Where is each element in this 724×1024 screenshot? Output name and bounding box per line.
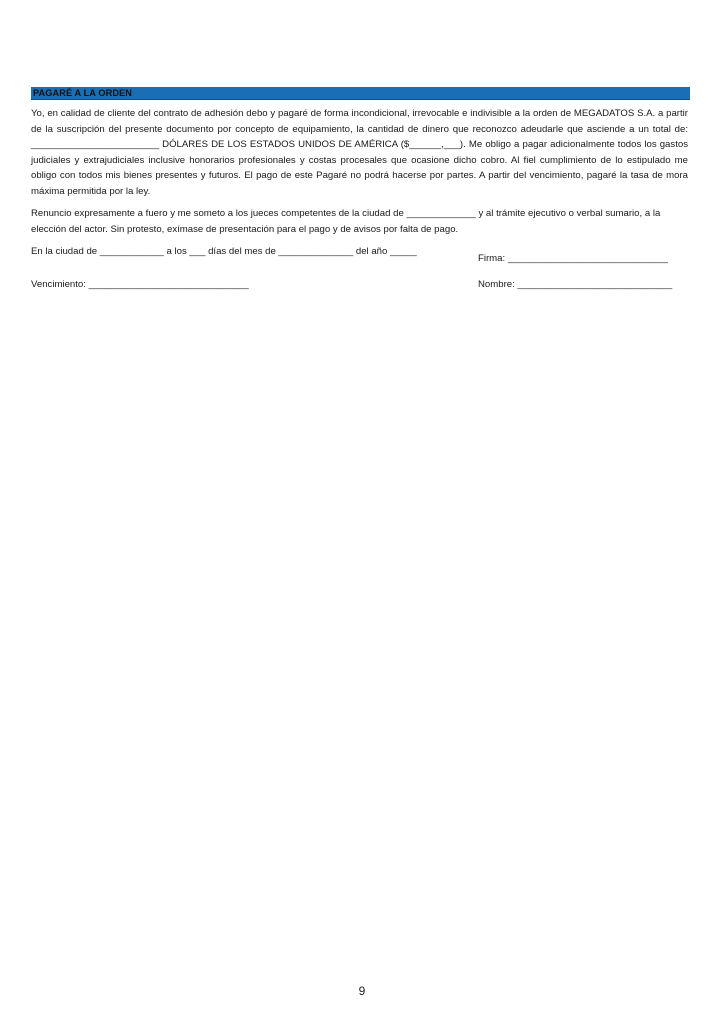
section-title: PAGARÉ A LA ORDEN bbox=[33, 88, 133, 98]
jurisdiction-paragraph: Renuncio expresamente a fuero y me someto a los jueces competentes de la ciudad de _____________ y al trámite ejecutivo o verbal sumario, a la elección del actor. Sin protesto, exímase de presentación para el pago y de avisos por falta de pago. bbox=[31, 208, 661, 235]
vencimiento-field: Vencimiento: ______________________________ bbox=[31, 279, 249, 290]
left-fields-column bbox=[31, 244, 451, 290]
section-header-bar bbox=[31, 87, 690, 100]
page-number: 9 bbox=[358, 984, 366, 998]
firma-field: Firma: ______________________________ bbox=[478, 253, 668, 264]
nombre-field: Nombre: _____________________________ bbox=[478, 279, 673, 290]
promissory-note-paragraph: Yo, en calidad de cliente del contrato de adhesión debo y pagaré de forma incondicional, irrevocable e indivisible a la orden de MEGADATOS S.A. a partir de la suscripción del presente documento por concepto de equipamiento, la cantidad de dinero que reconozco adeudarle que asciende a un total de: ________________________ DÓLARES DE LOS ESTADOS UNIDOS DE AMÉRICA ($______,___). Me obligo a pagar adicionalmente todos los gastos judiciales y extrajudiciales inclusive honorarios profesionales y costas procesales que ocasione dicho cobro. Al fiel cumplimiento de lo estipulado me obligo con todos mis bienes presentes y futuros. El pago de este Pagaré no podrá hacerse por partes. A partir del vencimiento, pagaré la tasa de mora máxima permitida por la ley. bbox=[31, 108, 688, 197]
city-date-field: En la ciudad de ____________ a los ___ días del mes de ______________ del año _____ bbox=[31, 246, 417, 257]
